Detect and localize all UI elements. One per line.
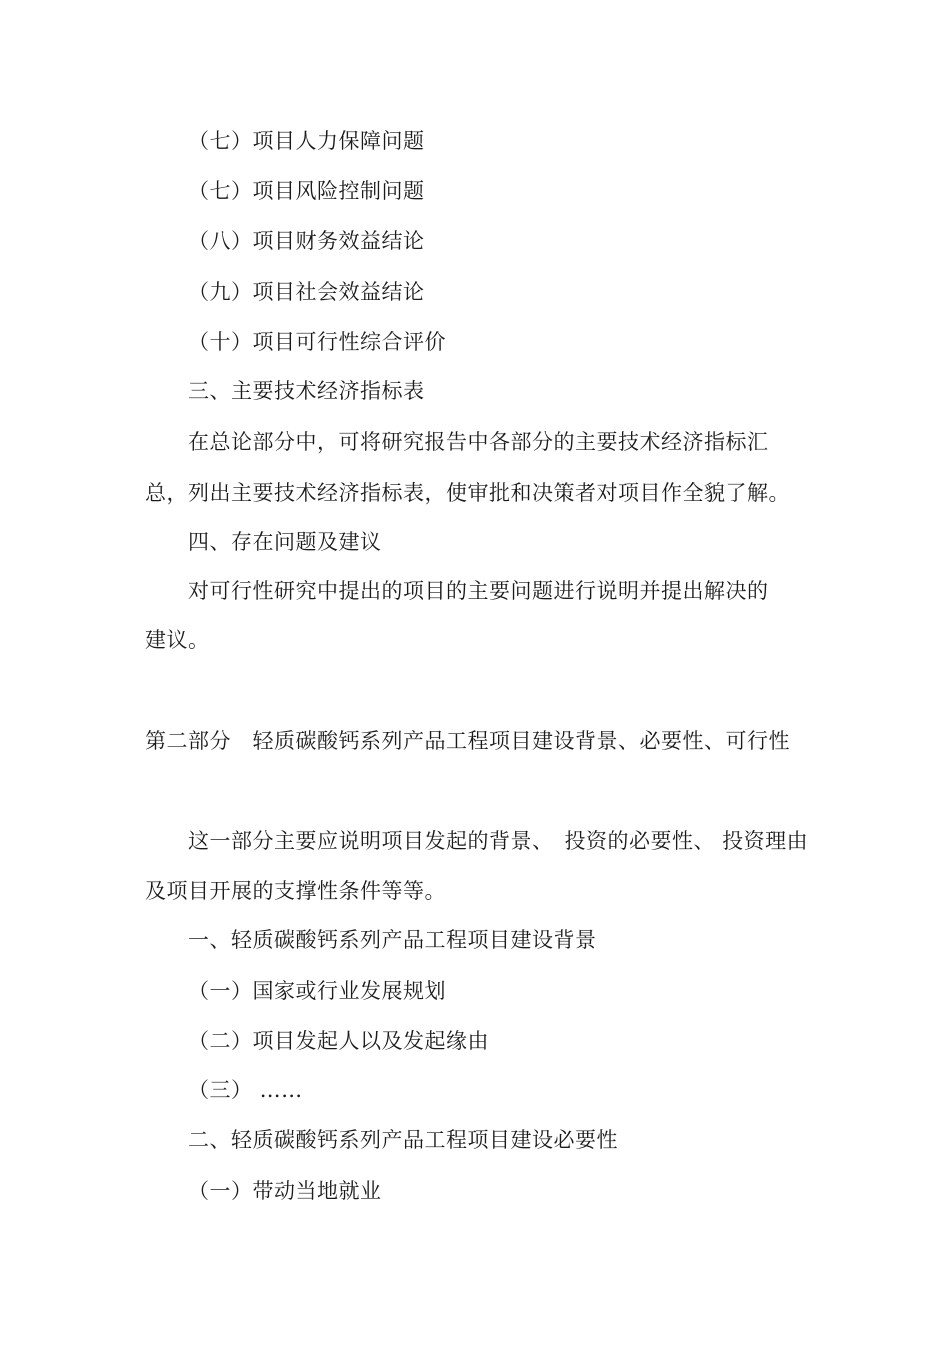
section-heading: 三、主要技术经济指标表 [188,379,425,403]
list-item: （一）国家或行业发展规划 [188,979,446,1003]
paragraph-line: 总，列出主要技术经济指标表，使审批和决策者对项目作全貌了解。 [145,481,790,505]
paragraph-line: 及项目开展的支撑性条件等等。 [145,879,446,903]
paragraph-line: 这一部分主要应说明项目发起的背景、 投资的必要性、 投资理由 [188,829,809,853]
paragraph-line: 建议。 [145,628,210,652]
list-item: （七）项目人力保障问题 [188,129,425,153]
part-title: 第二部分 轻质碳酸钙系列产品工程项目建设背景、必要性、可行性 [145,729,790,753]
list-item: （七）项目风险控制问题 [188,179,425,203]
list-item: （八）项目财务效益结论 [188,229,425,253]
list-item: （一）带动当地就业 [188,1179,382,1203]
paragraph-line: 对可行性研究中提出的项目的主要问题进行说明并提出解决的 [188,579,769,603]
paragraph-line: 在总论部分中，可将研究报告中各部分的主要技术经济指标汇 [188,430,769,454]
list-item: （十）项目可行性综合评价 [188,330,446,354]
list-item: （二）项目发起人以及发起缘由 [188,1029,489,1053]
list-item: （三） …… [188,1078,303,1102]
list-item: （九）项目社会效益结论 [188,280,425,304]
section-heading: 二、轻质碳酸钙系列产品工程项目建设必要性 [188,1128,618,1152]
section-heading: 四、存在问题及建议 [188,530,382,554]
section-heading: 一、轻质碳酸钙系列产品工程项目建设背景 [188,928,597,952]
